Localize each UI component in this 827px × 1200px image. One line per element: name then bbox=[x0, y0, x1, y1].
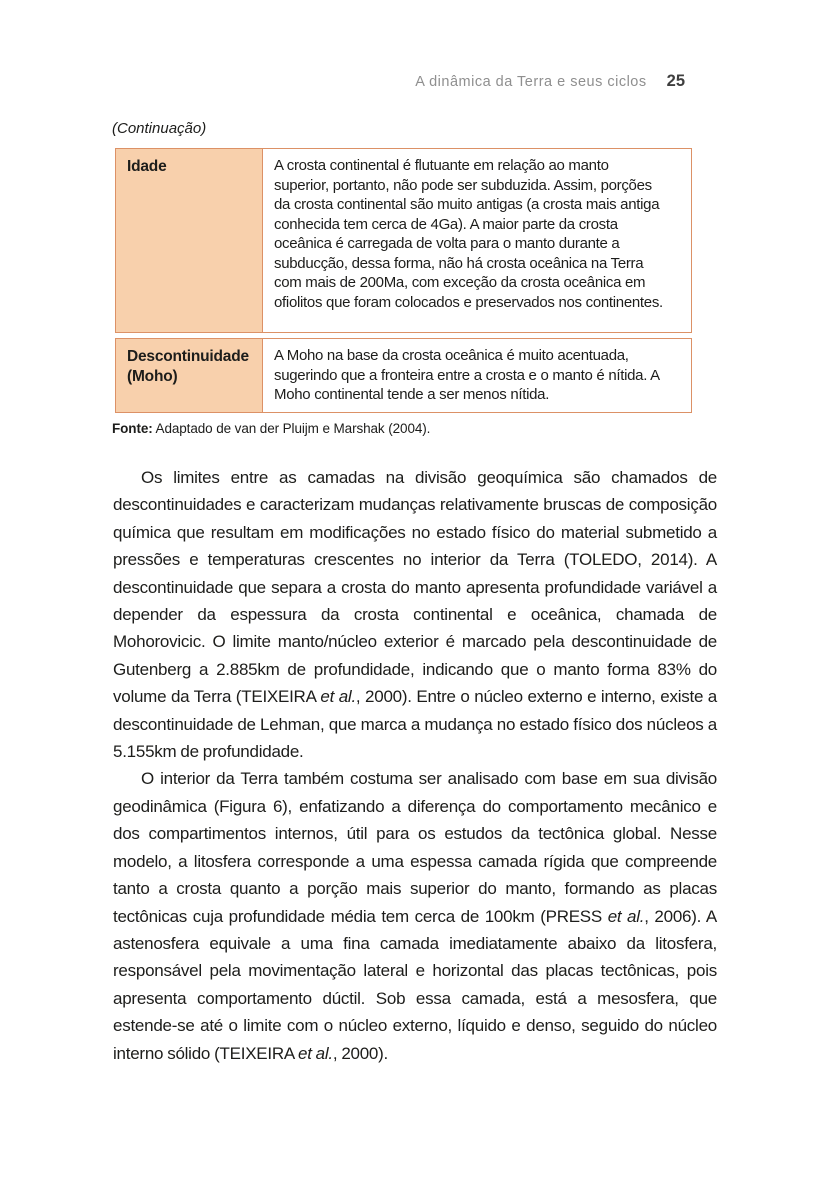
table-term-cell: Idade bbox=[116, 149, 263, 332]
paragraph-text: , 2000). Entre o núcleo externo e interno, existe a descontinuidade de Lehman, que marca a mudança no estado físico dos núcleos a 5.155km de profundidade. bbox=[113, 687, 718, 762]
table-row-descontinuidade-moho bbox=[115, 338, 692, 413]
table-term-cell: Descontinuidade (Moho) bbox=[116, 339, 263, 412]
paragraph-text: Os limites entre as camadas na divisão geoquímica são chamados de descontinuidades e caracterizam mudanças relativamente bruscas de composição química que resultam em modificações no estado físico do material submetido a pressões e temperaturas crescentes no interior da Terra (TOLEDO, 2014). A descontinuidade que separa a crosta do manto apresenta profundidade variável a depender da espessura da crosta continental e oceânica, chamada de Mohorovicic. O limite manto/núcleo exterior é marcado pela descontinuidade de Gutenberg a 2.885km de profundidade, indicando que o manto forma 83% do volume da Terra (TEIXEIRA bbox=[113, 468, 717, 707]
body-text bbox=[113, 464, 717, 1067]
source-label: Fonte: bbox=[112, 421, 153, 436]
page-number: 25 bbox=[666, 72, 685, 90]
page-header bbox=[113, 72, 685, 91]
chapter-title: A dinâmica da Terra e seus ciclos bbox=[415, 74, 647, 90]
layers-info-table bbox=[115, 148, 692, 413]
table-source-caption bbox=[112, 421, 430, 436]
continuation-label: (Continuação) bbox=[112, 120, 207, 137]
table-row-idade bbox=[115, 148, 692, 333]
italic-citation: et al. bbox=[298, 1043, 333, 1063]
paragraph-geodinamica bbox=[113, 765, 717, 1066]
paragraph-geoquimica bbox=[113, 464, 717, 765]
table-description-cell: A Moho na base da crosta oceânica é muito acentuada, sugerindo que a fronteira entre a crosta e o manto é nítida. A Moho continental tende a ser menos nítida. bbox=[274, 347, 659, 403]
paragraph-text: O interior da Terra também costuma ser analisado com base em sua divisão geodinâmica (Figura 6), enfatizando a diferença do comportamento mecânico e dos compartimentos internos, útil para os estudos da tectônica global. Nesse modelo, a litosfera corresponde a uma espessa camada rígida que compreende tanto a crosta quanto a porção mais superior do manto, formando as placas tectônicas cuja profundidade média tem cerca de 100km (PRESS bbox=[113, 769, 717, 926]
italic-citation: et al. bbox=[607, 906, 645, 926]
source-text: Adaptado de van der Pluijm e Marshak (2004). bbox=[152, 421, 431, 436]
italic-citation: et al. bbox=[320, 687, 356, 707]
paragraph-text: , 2006). A astenosfera equivale a uma fina camada imediatamente abaixo da litosfera, responsável pela movimentação lateral e horizontal das placas tectônicas, pois apresenta comportamento dúctil. Sob essa camada, está a mesosfera, que estende-se até o limite com o núcleo externo, líquido e denso, seguido do núcleo interno sólido (TEIXEIRA bbox=[113, 906, 717, 1063]
table-description-cell: A crosta continental é flutuante em relação ao manto superior, portanto, não pode ser subduzida. Assim, porções da crosta continental são muito antigas (a crosta mais antiga conhecida tem cerca de 4Ga). A maior parte da crosta oceânica é carregada de volta para o manto durante a subducção, dessa forma, não há crosta oceânica na Terra com mais de 200Ma, com exceção da crosta oceânica em ofiolitos que foram colocados e preservados nos continentes. bbox=[274, 157, 663, 311]
paragraph-text: , 2000). bbox=[332, 1043, 389, 1063]
